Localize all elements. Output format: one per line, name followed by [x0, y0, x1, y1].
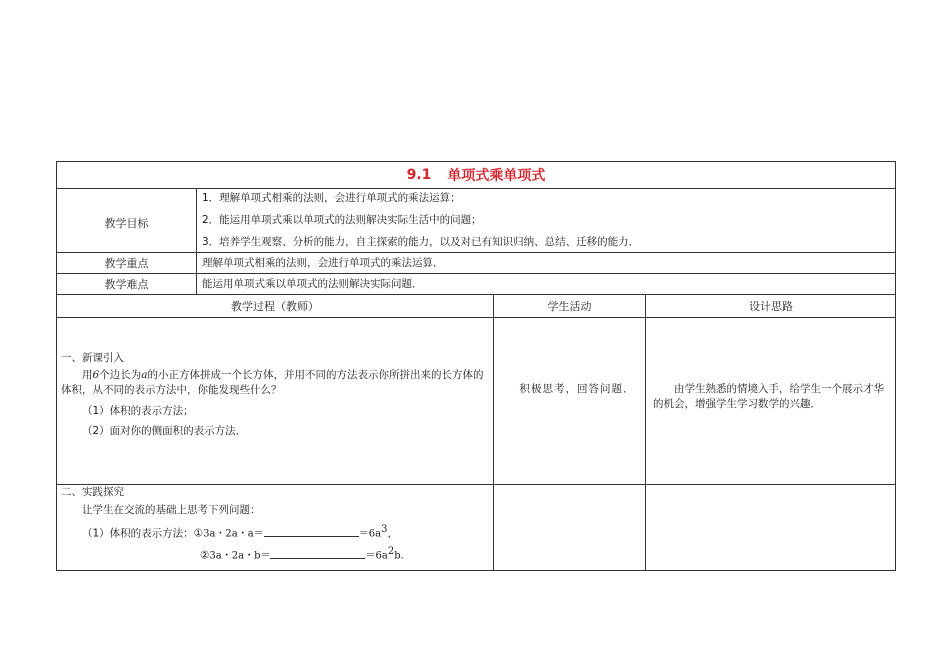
section1-heading: 一、新课引入 [61, 352, 124, 364]
goal-item-2: 2．能运用单项式乘以单项式的法则解决实际生活中的问题； [202, 214, 482, 226]
section1-content [61, 351, 489, 439]
section2-content [61, 485, 489, 564]
column-header-design: 设计思路 [749, 300, 793, 313]
difficulty-row [57, 273, 895, 295]
section1-row [57, 317, 895, 485]
goal-item-1: 1．理解单项式相乘的法则，会进行单项式的乘法运算； [202, 192, 461, 204]
var-a: a [141, 369, 148, 382]
goals-row [57, 188, 895, 256]
column-header-process: 教学过程（教师） [231, 300, 319, 313]
section2-intro: 让学生在交流的基础上思考下列问题： [82, 504, 261, 517]
section2-row [57, 484, 895, 570]
section2-question-1: （1）体积的表示方法：①3a・2a・$a= =6a^3$， [82, 524, 398, 540]
num-six: 6 [92, 369, 100, 382]
lesson-number: 9.1 [406, 167, 432, 183]
section1-question-2: （2）面对你的侧面积的表示方法． [82, 424, 247, 437]
answer-blank-1[interactable] [264, 527, 359, 537]
answer-blank-2[interactable] [270, 549, 365, 559]
section2-heading: 二、实践探究 [61, 486, 124, 498]
goals-label: 教学目标 [104, 217, 149, 230]
key-point-label: 教学重点 [104, 257, 149, 270]
lesson-title-text: 单项式乘单项式 [447, 168, 546, 184]
difficulty-text: 能运用单项式乘以单项式的法则解决实际问题． [202, 278, 423, 290]
key-point-text: 理解单项式相乘的法则，会进行单项式的乘法运算． [202, 257, 444, 269]
section1-question-1: （1）体积的表示方法； [82, 404, 194, 417]
column-header-student: 学生活动 [547, 300, 592, 313]
lesson-plan-table [56, 161, 896, 571]
section1-design-idea: 由学生熟悉的情境入手，给学生一个展示才华的机会，增强学生学习数学的兴趣． [653, 383, 884, 411]
section2-expression-2: ②3a・2a・$b= =6a^2b$． [200, 546, 411, 562]
goal-item-3: 3．培养学生观察、分析的能力，自主探索的能力，以及对已有知识归纳、总结、迁移的能力． [202, 236, 640, 248]
process-area [57, 294, 895, 570]
expression-1-lhs: 3a・2a・a＝ [203, 528, 264, 540]
section1-intro: 用6个边长为a的小正方体拼成一个长方体，并用不同的方法表示你所拼出来的长方体的体积，从不同的表示方法中，你能发现些什么？ [61, 369, 484, 397]
key-point-row [57, 252, 895, 274]
section1-student-activity: 积极思考，回答问题． [519, 383, 635, 395]
lesson-title [57, 162, 895, 188]
expression-2-lhs: 3a・2a・b＝ [209, 550, 271, 562]
difficulty-label: 教学难点 [104, 278, 149, 291]
